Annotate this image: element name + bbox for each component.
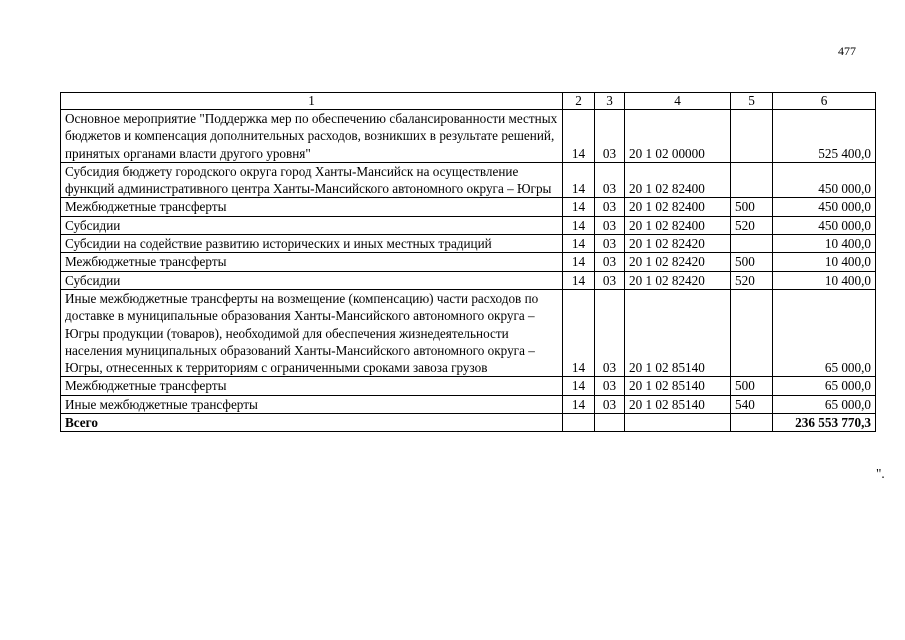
row-name-cell: Субсидия бюджету городского округа город Ханты-Мансийск на осуществление функций административного центра Ханты-Мансийского автономного округа – Югры: [61, 162, 563, 198]
amount-cell: 450 000,0: [773, 162, 876, 198]
expense-type-cell: [731, 110, 773, 163]
target-article-cell: 20 1 02 00000: [625, 110, 731, 163]
expense-type-cell: 520: [731, 271, 773, 289]
target-article-cell: 20 1 02 82400: [625, 198, 731, 216]
header-cell: 5: [731, 93, 773, 110]
expense-type-cell: 500: [731, 377, 773, 395]
amount-cell: 65 000,0: [773, 395, 876, 413]
row-name-cell: Субсидии: [61, 271, 563, 289]
amount-cell: 450 000,0: [773, 198, 876, 216]
expense-type-cell: 540: [731, 395, 773, 413]
header-cell: 1: [61, 93, 563, 110]
section-cell: 14: [563, 216, 595, 234]
section-cell: 14: [563, 253, 595, 271]
target-article-cell: 20 1 02 82420: [625, 235, 731, 253]
subsection-cell: 03: [595, 289, 625, 376]
row-name-cell: Межбюджетные трансферты: [61, 377, 563, 395]
section-cell: 14: [563, 198, 595, 216]
row-name-cell: Межбюджетные трансферты: [61, 253, 563, 271]
section-cell: 14: [563, 289, 595, 376]
empty-cell: [563, 414, 595, 432]
subsection-cell: 03: [595, 162, 625, 198]
subsection-cell: 03: [595, 395, 625, 413]
empty-cell: [625, 414, 731, 432]
section-cell: 14: [563, 271, 595, 289]
table-row: [61, 235, 876, 253]
target-article-cell: 20 1 02 82420: [625, 271, 731, 289]
empty-cell: [595, 414, 625, 432]
empty-cell: [731, 414, 773, 432]
closing-quote: ".: [876, 466, 885, 481]
expense-type-cell: 500: [731, 253, 773, 271]
header-cell: 6: [773, 93, 876, 110]
section-cell: 14: [563, 395, 595, 413]
table-header-row: [61, 93, 876, 110]
subsection-cell: 03: [595, 216, 625, 234]
subsection-cell: 03: [595, 110, 625, 163]
subsection-cell: 03: [595, 377, 625, 395]
total-label: Всего: [61, 414, 563, 432]
target-article-cell: 20 1 02 85140: [625, 289, 731, 376]
table-row: [61, 395, 876, 413]
subsection-cell: 03: [595, 253, 625, 271]
target-article-cell: 20 1 02 82400: [625, 162, 731, 198]
amount-cell: 65 000,0: [773, 377, 876, 395]
row-name-cell: Иные межбюджетные трансферты на возмещение (компенсацию) части расходов по доставке в муниципальные образования Ханты-Мансийского автономного округа – Югры продукции (товаров), необходимой для обеспечения жизнедеятельности населения муниципальных образований Ханты-Мансийского автономного округа – Югры, отнесенных к территориям с ограниченными сроками завоза грузов: [61, 289, 563, 376]
table-row: [61, 110, 876, 163]
amount-cell: 65 000,0: [773, 289, 876, 376]
page-number: 477: [838, 44, 856, 58]
subsection-cell: 03: [595, 271, 625, 289]
row-name-cell: Иные межбюджетные трансферты: [61, 395, 563, 413]
target-article-cell: 20 1 02 85140: [625, 395, 731, 413]
total-row: [61, 414, 876, 432]
table-row: [61, 253, 876, 271]
row-name-cell: Субсидии на содействие развитию исторических и иных местных традиций: [61, 235, 563, 253]
table-row: [61, 377, 876, 395]
amount-cell: 10 400,0: [773, 271, 876, 289]
target-article-cell: 20 1 02 85140: [625, 377, 731, 395]
amount-cell: 10 400,0: [773, 235, 876, 253]
table-row: [61, 198, 876, 216]
row-name-cell: Субсидии: [61, 216, 563, 234]
section-cell: 14: [563, 110, 595, 163]
header-cell: 2: [563, 93, 595, 110]
subsection-cell: 03: [595, 235, 625, 253]
table-row: [61, 289, 876, 376]
table-row: [61, 216, 876, 234]
row-name-cell: Межбюджетные трансферты: [61, 198, 563, 216]
target-article-cell: 20 1 02 82400: [625, 216, 731, 234]
expense-type-cell: 500: [731, 198, 773, 216]
section-cell: 14: [563, 235, 595, 253]
row-name-cell: Основное мероприятие "Поддержка мер по обеспечению сбалансированности местных бюджетов и компенсация дополнительных расходов, возникших в результате решений, принятых органами власти другого уровня": [61, 110, 563, 163]
total-value: 236 553 770,3: [773, 414, 876, 432]
section-cell: 14: [563, 162, 595, 198]
expense-type-cell: 520: [731, 216, 773, 234]
header-cell: 3: [595, 93, 625, 110]
amount-cell: 525 400,0: [773, 110, 876, 163]
expense-type-cell: [731, 289, 773, 376]
table-row: [61, 162, 876, 198]
header-cell: 4: [625, 93, 731, 110]
budget-table: [60, 92, 876, 432]
amount-cell: 450 000,0: [773, 216, 876, 234]
expense-type-cell: [731, 162, 773, 198]
amount-cell: 10 400,0: [773, 253, 876, 271]
subsection-cell: 03: [595, 198, 625, 216]
section-cell: 14: [563, 377, 595, 395]
table-row: [61, 271, 876, 289]
expense-type-cell: [731, 235, 773, 253]
target-article-cell: 20 1 02 82420: [625, 253, 731, 271]
